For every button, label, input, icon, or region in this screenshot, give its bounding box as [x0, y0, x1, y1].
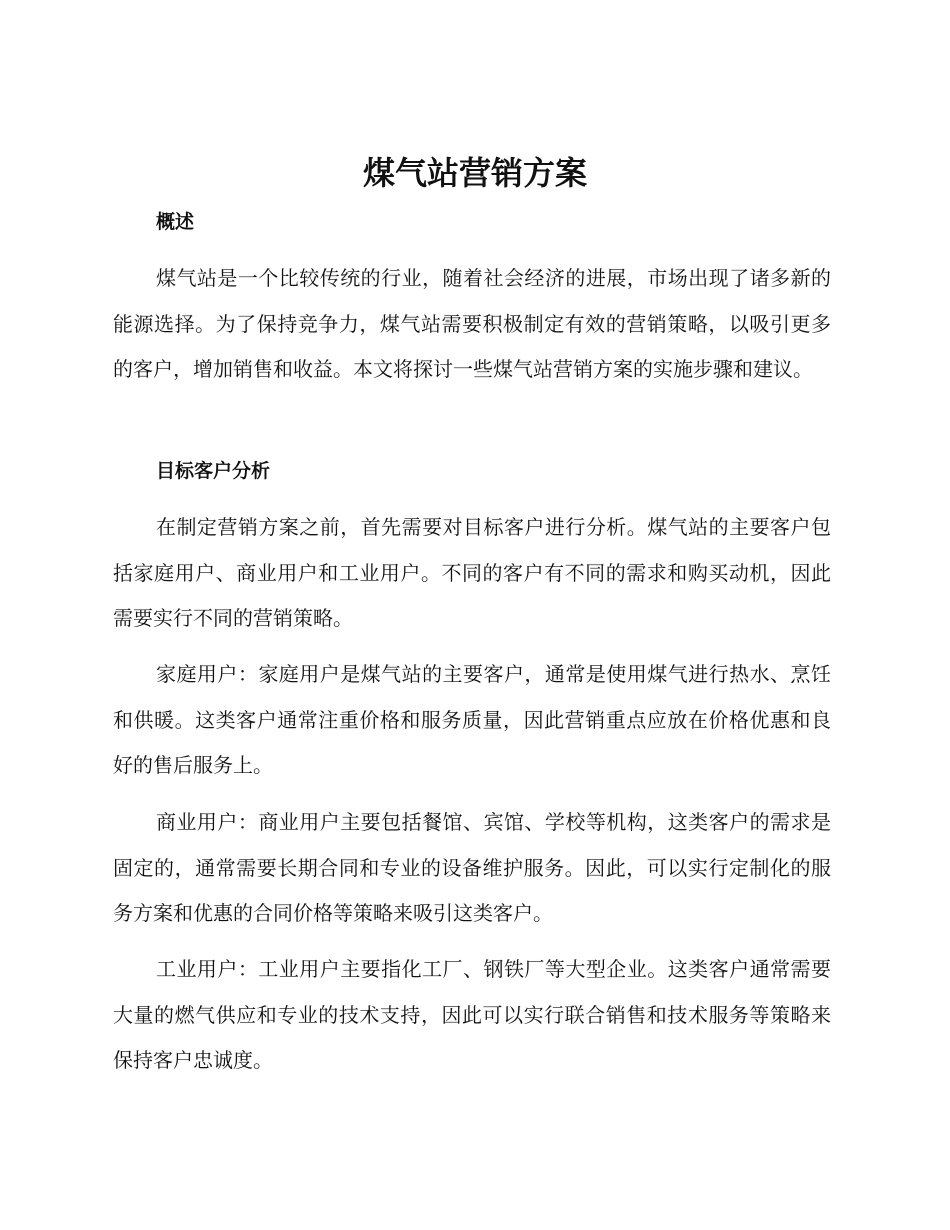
paragraph-commercial-users: 商业用户：商业用户主要包括餐馆、宾馆、学校等机构，这类客户的需求是固定的，通常需要长期合同和专业的设备维护服务。因此，可以实行定制化的服务方案和优惠的合同价格等策略来吸引这类客户。 [113, 810, 831, 925]
section-heading-target-customers: 目标客户分析 [156, 460, 271, 482]
paragraph-industrial-users: 工业用户：工业用户主要指化工厂、钢铁厂等大型企业。这类客户通常需要大量的燃气供应和专业的技术支持，因此可以实行联合销售和技术服务等策略来保持客户忠诚度。 [113, 957, 831, 1072]
paragraph-overview: 煤气站是一个比较传统的行业，随着社会经济的进展，市场出现了诸多新的能源选择。为了保持竞争力，煤气站需要积极制定有效的营销策略，以吸引更多的客户，增加销售和收益。本文将探讨一些煤气站营销方案的实施步骤和建议。 [113, 266, 831, 381]
section-heading-overview: 概述 [156, 211, 195, 233]
paragraph-target-intro: 在制定营销方案之前，首先需要对目标客户进行分析。煤气站的主要客户包括家庭用户、商业用户和工业用户。不同的客户有不同的需求和购买动机，因此需要实行不同的营销策略。 [113, 515, 831, 630]
paragraph-household-users: 家庭用户：家庭用户是煤气站的主要客户，通常是使用煤气进行热水、烹饪和供暖。这类客户通常注重价格和服务质量，因此营销重点应放在价格优惠和良好的售后服务上。 [113, 662, 831, 777]
document-title: 煤气站营销方案 [362, 154, 587, 192]
